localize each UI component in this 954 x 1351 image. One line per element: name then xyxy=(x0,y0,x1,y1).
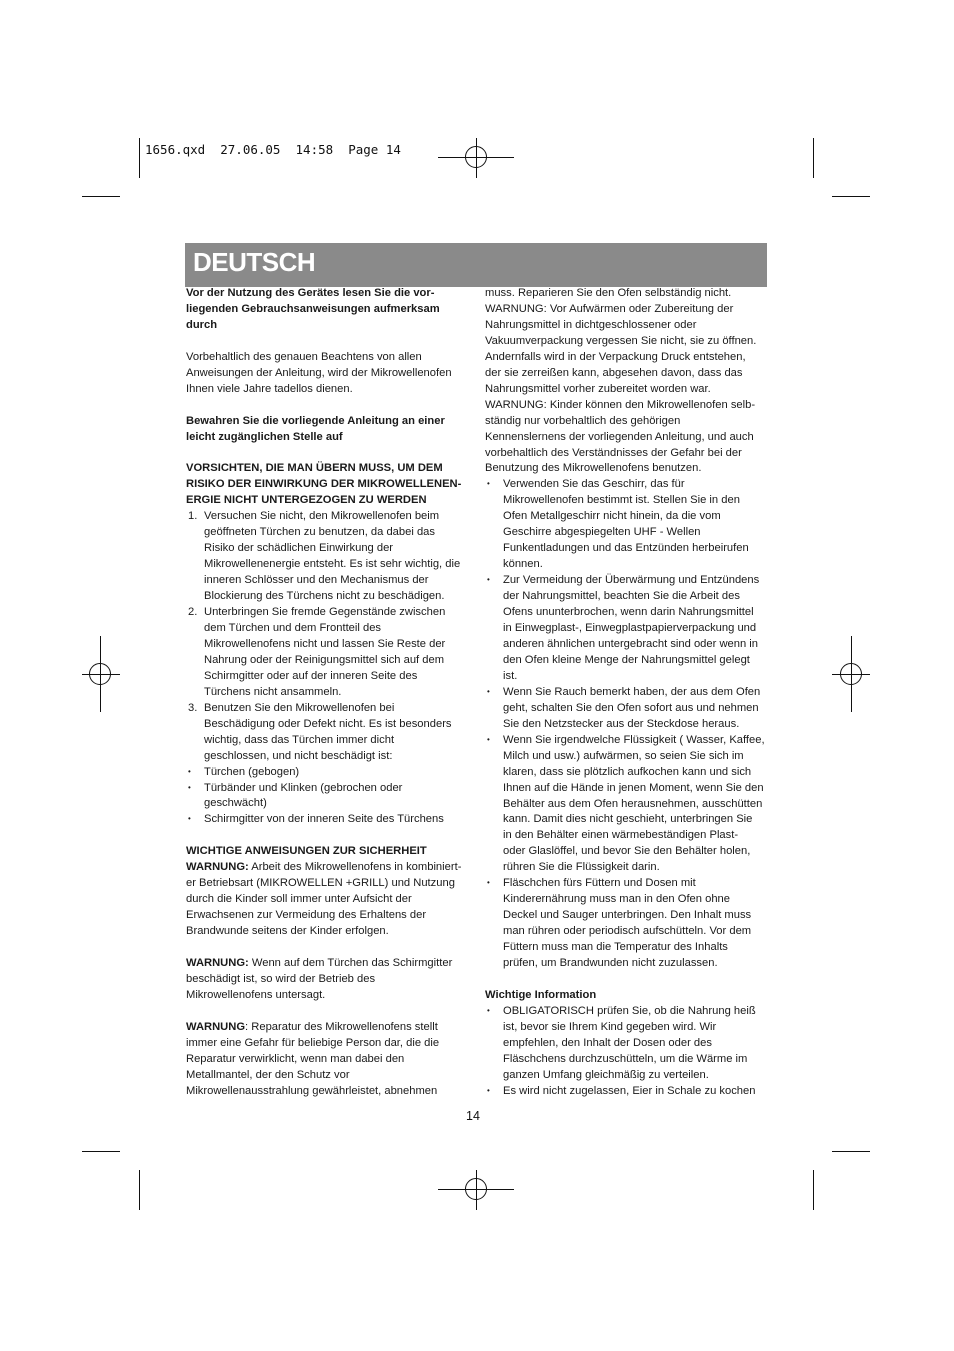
text-line: in den Behälter einen wärmebeständigen Plast- xyxy=(503,829,739,842)
text-line: Benutzen Sie den Mikrowellenofen bei xyxy=(204,701,395,714)
text-line: geht, schalten Sie den Ofen sofort aus und nehmen xyxy=(503,701,759,714)
text-line: Behälter aus dem Ofen herausnehmen, ausschütten xyxy=(503,797,763,810)
text-line: Geschirre abgespiegelten UHF - Wellen xyxy=(503,526,701,539)
bullet-item xyxy=(485,573,767,685)
text-line: ist, bevor sie Ihrem Kind gegeben wird. Wir xyxy=(503,1020,717,1033)
text-line: Vor der Nutzung des Gerätes lesen Sie die vor- xyxy=(186,287,435,299)
list-number: 3. xyxy=(188,701,198,714)
text-line: Versuchen Sie nicht, den Mikrowellenofen beim xyxy=(204,510,440,523)
precautions-heading xyxy=(186,461,468,509)
text-line: Andernfalls wird in der Verpackung Druck entstehen, xyxy=(485,350,746,363)
text-line: ERGIE NICHT UNTERGEZOGEN ZU WERDEN xyxy=(186,494,427,507)
text-line: Ofen Metallgeschirr nicht hinein, da die vom xyxy=(503,510,721,523)
bullet-icon: • xyxy=(487,1085,490,1095)
text-line: ständig nur vorbehaltlich des gehörigen xyxy=(485,414,681,427)
text-line: RISIKO DER EINWIRKUNG DER MIKROWELLENEN- xyxy=(186,478,462,491)
text-line: immer eine Gefahr für beliebige Person dar, die die xyxy=(186,1036,440,1049)
crop-mark xyxy=(139,1170,140,1210)
text-line: Verwenden Sie das Geschirr, das für xyxy=(503,478,685,491)
text-line: Mikrowellenofens nicht und lassen Sie Reste der xyxy=(204,637,446,650)
text-line: er Betriebsart (MIKROWELLEN +GRILL) und Nutzung xyxy=(186,877,455,890)
text-line: inneren Schlösser und den Mechanismus der xyxy=(204,574,429,587)
right-column xyxy=(485,286,767,1100)
bullet-item xyxy=(485,733,767,877)
bullet-icon: • xyxy=(188,814,191,824)
text-line: Ihnen auf die Hände in jenen Moment, wenn Sie den xyxy=(503,781,764,794)
warning-paragraph xyxy=(186,956,468,1004)
text-line: Benutzung des Mikrowellenofens benutzen. xyxy=(485,462,702,475)
registration-mark-icon xyxy=(89,663,111,685)
registration-mark-icon xyxy=(465,1178,487,1200)
text-line xyxy=(186,1020,468,1036)
text-line: Wenn Sie Rauch bemerkt haben, der aus dem Ofen xyxy=(503,685,761,698)
list-number: 1. xyxy=(188,510,198,523)
list-number: 2. xyxy=(188,606,198,619)
text-line: Es wird nicht zugelassen, Eier in Schale zu kochen xyxy=(503,1084,756,1097)
text-line: anderen ähnlichen untergebracht sind oder wenn in xyxy=(503,637,759,650)
text-line: man rühren oder periodisch aufschütteln. Vor dem xyxy=(503,925,752,938)
keep-instructions xyxy=(186,414,468,446)
text-line: Türchens nicht ansammeln. xyxy=(204,685,342,698)
crop-mark xyxy=(82,196,120,197)
text-line: Metallmantel, der den Schutz vor xyxy=(186,1068,350,1081)
text-line: Funkentladungen und das Entzünden herbeirufen xyxy=(503,542,749,555)
section-title: DEUTSCH xyxy=(193,247,316,277)
text-line: geschwächt) xyxy=(204,797,267,810)
warning-label: WARNUNG: xyxy=(186,956,249,969)
page-number: 14 xyxy=(466,1109,480,1123)
bullet-icon: • xyxy=(487,878,490,888)
text-line: der sie zerreißen kann, abgesehen davon, dass das xyxy=(485,366,743,379)
text-line: empfehlen, den Inhalt der Dosen oder des xyxy=(503,1036,712,1049)
text-line: der Nahrungsmittel, beachten Sie die Arbeit des xyxy=(503,590,740,603)
text-line: ist. xyxy=(503,669,518,682)
text-line: Erwachsenen zur Vermeidung des Erhaltens der xyxy=(186,909,427,922)
text-line: Kennenslernens der vorliegenden Anleitung, und auch xyxy=(485,430,754,443)
text-line: Milch und usw.) aufwärmen, so seien Sie sich im xyxy=(503,749,744,762)
bullet-item xyxy=(485,876,767,972)
text-line: Bewahren Sie die vorliegende Anleitung an einer xyxy=(186,414,445,427)
text-line: Schirmgitter von der inneren Seite des Türchens xyxy=(204,813,444,826)
warning-label: WARNUNG xyxy=(186,1020,246,1033)
text-line: wichtig, dass das Türchen immer dicht xyxy=(204,733,395,746)
crop-mark xyxy=(813,138,814,178)
text-line: VORSICHTEN, DIE MAN ÜBERN MUSS, UM DEM xyxy=(186,462,443,475)
text-line: Anweisungen der Anleitung, wird der Mikrowellenofen xyxy=(186,366,452,379)
bullet-item xyxy=(186,765,468,781)
text-line: durch xyxy=(186,318,218,331)
text-line: Reparatur verwirklicht, wenn man dabei den xyxy=(186,1052,405,1065)
section-header xyxy=(185,243,767,287)
text-line: Ofens ununterbrochen, wenn darin Nahrungsmittel xyxy=(503,606,754,619)
text-line: oder Glaslöffel, und bevor Sie den Behälter holen, xyxy=(503,845,751,858)
text-line: muss. Reparieren Sie den Ofen selbständig nicht. xyxy=(485,287,732,299)
text-line: ganzen Umfang gleichmäßig zu verteilen. xyxy=(503,1068,709,1081)
text-line: Deckel und Sauger unterbringen. Den Inhalt muss xyxy=(503,909,752,922)
text-line: Mikrowellenofen bestimmt ist. Stellen Sie in den xyxy=(503,494,740,507)
print-slug: 1656.qxd 27.06.05 14:58 Page 14 xyxy=(145,142,401,157)
text-line: Vakuumverpackung vergessen Sie nicht, sie zu öffnen. xyxy=(485,334,757,347)
text-line: WARNUNG: Vor Aufwärmen oder Zubereitung der xyxy=(485,302,734,315)
text-line: liegenden Gebrauchsanweisungen aufmerksam xyxy=(186,302,440,315)
numbered-item xyxy=(186,701,468,765)
warning-paragraph xyxy=(186,1020,468,1100)
text-line: leicht zugänglichen Stelle auf xyxy=(186,430,343,443)
text-line: den Ofen kleine Menge der Nahrungsmittel gelegt xyxy=(503,653,750,666)
text-line: Wenn Sie irgendwelche Flüssigkeit ( Wasser, Kaffee, xyxy=(503,733,765,746)
bullet-icon: • xyxy=(487,1005,490,1015)
bullet-icon: • xyxy=(188,766,191,776)
text-line: prüfen, um Brandwunden nicht zuzulassen. xyxy=(503,957,718,970)
text-line: geöffneten Türchen zu benutzen, da dabei das xyxy=(204,526,435,539)
numbered-item xyxy=(186,509,468,605)
text-line: Unterbringen Sie fremde Gegenstände zwischen xyxy=(204,606,446,619)
left-column xyxy=(186,286,468,1100)
text-line: Türchen (gebogen) xyxy=(204,765,300,778)
intro-bold xyxy=(186,286,468,334)
text-line: Fläschchens durchzuschütteln, um die Wärme im xyxy=(503,1052,748,1065)
text-line: Schirmgitter oder auf der inneren Seite des xyxy=(204,669,418,682)
text-line: Mikrowellenofens untersagt. xyxy=(186,988,326,1001)
bullet-icon: • xyxy=(487,575,490,585)
text-line: Mikrowellenausstrahlung gewährleistet, abnehmen xyxy=(186,1084,438,1097)
text-line: OBLIGATORISCH prüfen Sie, ob die Nahrung heiß xyxy=(503,1004,756,1017)
warning-label: WARNUNG: xyxy=(186,861,249,874)
text-line: Nahrungsmittel vorher zubereitet worden war. xyxy=(485,382,711,395)
text-line: Nahrung oder der Reinigungsmittel sich auf dem xyxy=(204,653,445,666)
bullet-item xyxy=(186,812,468,828)
text-line: Nahrungsmittel in dichtgeschlossener oder xyxy=(485,318,697,331)
text-line: Zur Vermeidung der Überwärmung und Entzündens xyxy=(503,574,760,587)
intro-paragraph xyxy=(186,350,468,398)
bullet-icon: • xyxy=(487,479,490,489)
info-heading: Wichtige Information xyxy=(485,988,597,1001)
text-line: dem Türchen und dem Frontteil des xyxy=(204,621,382,634)
text-line: Risiko der schädlichen Einwirkung der xyxy=(204,542,394,555)
text-line: Blockierung des Türchens nicht zu beschädigen. xyxy=(204,590,445,603)
bullet-item xyxy=(485,1084,767,1100)
text-line: Brandwunde seitens der Kinder erfolgen. xyxy=(186,925,389,938)
bullet-item xyxy=(485,1004,767,1084)
text-line: rühren Sie die Flüssigkeit darin. xyxy=(503,861,660,874)
bullet-item xyxy=(485,477,767,573)
text-line: beschädigt ist, so wird der Betrieb des xyxy=(186,972,376,985)
text-line: Sie den Netzstecker aus der Steckdose heraus. xyxy=(503,717,740,730)
bullet-item xyxy=(485,685,767,733)
text-span: : Reparatur des Mikrowellenofens stellt xyxy=(245,1020,438,1033)
text-line: Beschädigung oder Defekt nicht. Es ist besonders xyxy=(204,717,452,730)
text-line: in Einwegplast-, Einwegplastpapierverpackung und xyxy=(503,622,757,635)
registration-mark-icon xyxy=(840,663,862,685)
text-line: Vorbehaltlich des genauen Beachtens von allen xyxy=(186,350,422,363)
bullet-icon: • xyxy=(188,782,191,792)
text-line: Türbänder und Klinken (gebrochen oder xyxy=(204,781,403,794)
crop-mark xyxy=(832,1151,870,1152)
text-line xyxy=(186,956,468,972)
text-line xyxy=(186,860,468,876)
text-span: Arbeit des Mikrowellenofens in kombiniert- xyxy=(248,861,462,874)
text-line: können. xyxy=(503,558,543,571)
text-line: Ihnen viele Jahre tadellos dienen. xyxy=(186,382,353,395)
text-line: Kinderernährung muss man in den Ofen ohne xyxy=(503,893,731,906)
numbered-item xyxy=(186,605,468,701)
text-span: Wenn auf dem Türchen das Schirmgitter xyxy=(248,956,453,969)
text-line: kann. Damit dies nicht geschieht, unterbringen Sie xyxy=(503,813,753,826)
registration-mark-icon xyxy=(465,146,487,168)
text-line: klaren, dass sie plötzlich aufkochen kann und sich xyxy=(503,765,752,778)
bullet-item xyxy=(186,781,468,813)
warning-continuation xyxy=(485,286,767,477)
text-line: vorbehaltlich des Verständnisses der Gefahr bei der xyxy=(485,446,742,459)
crop-mark xyxy=(832,196,870,197)
text-line: Fläschchen fürs Füttern und Dosen mit xyxy=(503,877,696,890)
text-line: geschlossen, und nicht beschädigt ist: xyxy=(204,749,393,762)
crop-mark xyxy=(139,138,140,178)
text-line: WARNUNG: Kinder können den Mikrowellenofen selb- xyxy=(485,398,756,411)
text-line: durch die Kinder soll immer unter Aufsicht der xyxy=(186,893,412,906)
text-line: Mikrowellenenergie entsteht. Es ist sehr wichtig, die xyxy=(204,558,461,571)
crop-mark xyxy=(82,1151,120,1152)
bullet-icon: • xyxy=(487,734,490,744)
crop-mark xyxy=(813,1170,814,1210)
text-line: Füttern muss man die Temperatur des Inhalts xyxy=(503,941,728,954)
warning-paragraph xyxy=(186,860,468,940)
safety-heading: WICHTIGE ANWEISUNGEN ZUR SICHERHEIT xyxy=(186,845,427,858)
bullet-icon: • xyxy=(487,686,490,696)
